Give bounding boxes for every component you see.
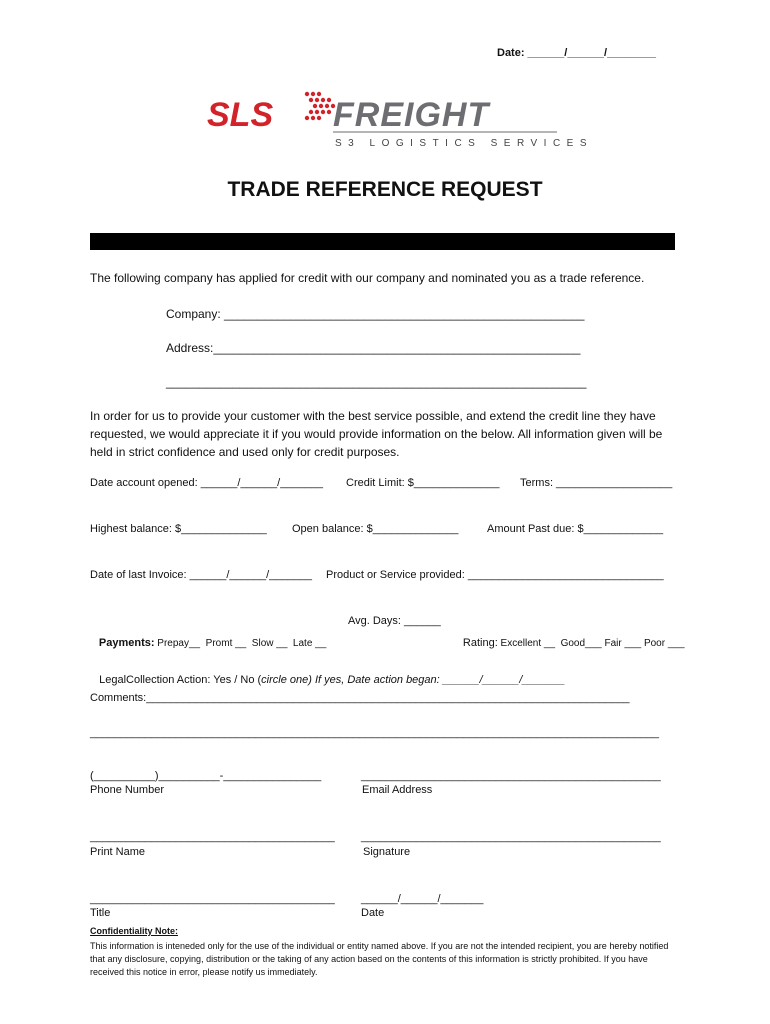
date-field-top: Date: ______/______/________ (497, 47, 657, 59)
logo-sls-text: SLS (207, 96, 274, 134)
date-line: ______/______/_______ (361, 893, 484, 905)
print-name-label: Print Name (90, 846, 146, 858)
confidentiality-text: This information is inteneded only for the use of the individual or entity named above. If you are not the intended recipient, you are hereby notified that any disclosure, copying, distribution or the taking of any action based on the contents of this information is strictly prohibited. If you have received this notice in error, please notify us immediately. (90, 941, 669, 977)
address-field: Address:_______________________________________________________ (166, 341, 581, 355)
logo-freight-text: FREIGHT (333, 96, 490, 134)
confidentiality-heading: Confidentiality Note: (90, 926, 178, 936)
comments-field: Comments:_______________________________________________________________________________ (90, 692, 630, 704)
title-line: ________________________________________ (90, 893, 335, 905)
signature-line: _________________________________________________ (361, 831, 661, 843)
open-balance-field: Open balance: $______________ (292, 523, 459, 535)
logo-tagline: S3 LOGISTICS SERVICES (335, 138, 594, 149)
avg-days-field: Avg. Days: ______ (348, 615, 441, 627)
print-name-line: ________________________________________ (90, 831, 335, 843)
date-label: Date (361, 907, 385, 919)
email-line: _________________________________________________ (361, 770, 661, 782)
payments-options: Prepay__ Promt __ Slow __ Late __ (154, 638, 327, 649)
phone-label: Phone Number (90, 784, 164, 796)
page-title: TRADE REFERENCE REQUEST (227, 178, 543, 201)
signature-label: Signature (363, 846, 411, 858)
rating-row (454, 615, 685, 651)
company-field: Company: ______________________________________________________ (166, 307, 585, 321)
rating-label: Rating: (462, 637, 498, 649)
intro-text: The following company has applied for credit with our company and nominated you as a trade reference. (90, 271, 645, 285)
highest-balance-field: Highest balance: $______________ (90, 523, 267, 535)
phone-line: (__________)__________-________________ (90, 770, 322, 782)
date-opened-field: Date account opened: ______/______/_______ (90, 477, 324, 489)
info-paragraph: In order for us to provide your customer with the best service possible, and extend the credit line they have requested, we would appreciate it if you would provide information on the below. All information given will be held in strict confidence and used only for credit purposes. (90, 409, 663, 459)
credit-limit-field: Credit Limit: $______________ (346, 477, 500, 489)
terms-field: Terms: ___________________ (520, 477, 673, 489)
past-due-field: Amount Past due: $_____________ (487, 523, 664, 535)
comments-field-line2: _____________________________________________________________________________________________ (90, 727, 659, 739)
logo-chevron-dots (305, 92, 335, 120)
product-service-field: Product or Service provided: ________________________________ (326, 569, 664, 581)
last-invoice-field: Date of last Invoice: ______/______/_______ (90, 569, 313, 581)
black-divider-bar (90, 233, 675, 250)
payments-row (90, 615, 326, 651)
address-field-line2: _______________________________________________________________ (166, 375, 587, 389)
email-label: Email Address (362, 784, 433, 796)
rating-options: Excellent __ Good___ Fair ___ Poor ___ (497, 638, 685, 649)
sls-freight-logo (205, 86, 594, 149)
payments-label: Payments: (98, 637, 155, 649)
title-label: Title (90, 907, 111, 919)
legal-action-field: LegalCollection Action: Yes / No (circle one) If yes, Date action began: ______/______/_______ (99, 674, 566, 686)
